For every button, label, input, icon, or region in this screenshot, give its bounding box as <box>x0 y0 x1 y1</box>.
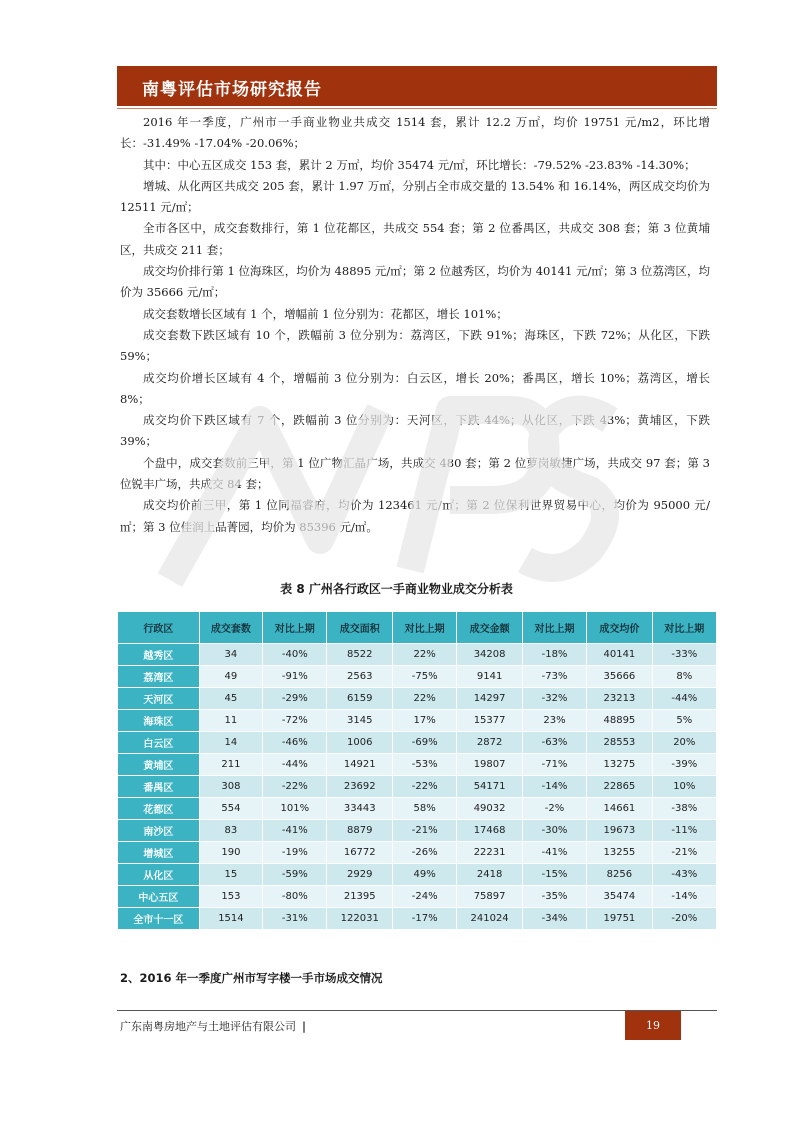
table-cell: -41% <box>522 842 586 864</box>
table-cell: 13255 <box>587 842 652 864</box>
table-cell: 35474 <box>587 886 652 908</box>
table-cell: 34 <box>199 644 262 666</box>
table-cell: 22% <box>393 644 457 666</box>
table-cell: 19673 <box>587 820 652 842</box>
table-cell: 8522 <box>327 644 393 666</box>
district-name-cell: 花都区 <box>118 798 200 820</box>
table-cell: -2% <box>522 798 586 820</box>
table-row <box>118 666 717 688</box>
table-cell: -21% <box>393 820 457 842</box>
table-cell: -15% <box>522 864 586 886</box>
table-cell: 20% <box>652 732 716 754</box>
district-name-cell: 从化区 <box>118 864 200 886</box>
table-cell: -43% <box>652 864 716 886</box>
paragraph: 成交套数增长区域有 1 个，增幅前 1 位分别为：花都区，增长 101%； <box>143 306 508 321</box>
district-name-cell: 番禺区 <box>118 776 200 798</box>
table-row <box>118 644 717 666</box>
table-cell: -14% <box>522 776 586 798</box>
paragraph: 成交均价排行第 1 位海珠区，均价为 48895 元/㎡；第 2 位越秀区，均价为 40141 元/㎡；第 3 位荔湾区，均价为 35666 元/㎡； <box>120 264 710 300</box>
table-cell: -11% <box>652 820 716 842</box>
table-cell: -21% <box>652 842 716 864</box>
paragraph: 成交套数下跌区域有 10 个，跌幅前 3 位分别为：荔湾区，下跌 91%；海珠区，下跌 72%；从化区，下跌 59%； <box>120 327 710 364</box>
table-cell: -53% <box>393 754 457 776</box>
table-row <box>118 842 717 864</box>
table-cell: 49032 <box>457 798 523 820</box>
table-cell: 49% <box>393 864 457 886</box>
table-cell: -24% <box>393 886 457 908</box>
table-cell: 8256 <box>587 864 652 886</box>
column-header: 对比上期 <box>522 612 586 644</box>
table-cell: 554 <box>199 798 262 820</box>
table-cell: 75897 <box>457 886 523 908</box>
table-cell: 1006 <box>327 732 393 754</box>
table-cell: -14% <box>652 886 716 908</box>
table-cell: -69% <box>393 732 457 754</box>
table-cell: 23692 <box>327 776 393 798</box>
table-cell: -46% <box>263 732 327 754</box>
table-cell: 22% <box>393 688 457 710</box>
table-cell: -34% <box>522 908 586 930</box>
table-cell: 16772 <box>327 842 393 864</box>
table-cell: 22231 <box>457 842 523 864</box>
table-cell: 33443 <box>327 798 393 820</box>
table-cell: 35666 <box>587 666 652 688</box>
table-cell: -59% <box>263 864 327 886</box>
table-cell: 17% <box>393 710 457 732</box>
table-cell: 14921 <box>327 754 393 776</box>
table-cell: 101% <box>263 798 327 820</box>
table-cell: 9141 <box>457 666 523 688</box>
paragraph: 个盘中，成交套数前三甲，第 1 位广物汇晶广场，共成交 480 套；第 2 位萝岗敏捷广场，共成交 97 套；第 3 位锐丰广场，共成交 84 套； <box>120 455 710 492</box>
paragraph: 成交均价前三甲，第 1 位同福睿府，均价为 123461 元/㎡；第 2 位保利世界贸易中心，均价为 95000 元/㎡；第 3 位佳润上品菁园，均价为 85396 元/㎡。 <box>120 498 710 534</box>
table-cell: 28553 <box>587 732 652 754</box>
table-cell: -38% <box>652 798 716 820</box>
table-cell: 6159 <box>327 688 393 710</box>
table-cell: -29% <box>263 688 327 710</box>
table-cell: 14297 <box>457 688 523 710</box>
table-row <box>118 820 717 842</box>
paragraph: 增城、从化两区共成交 205 套，累计 1.97 万㎡，分别占全市成交量的 13.54% 和 16.14%，两区成交均价为 12511 元/㎡； <box>120 178 710 215</box>
table-row <box>118 798 717 820</box>
table-row <box>118 886 717 908</box>
table-cell: 34208 <box>457 644 523 666</box>
table-cell: -22% <box>263 776 327 798</box>
table-row <box>118 732 717 754</box>
table-cell: -75% <box>393 666 457 688</box>
table-row <box>118 688 717 710</box>
table-cell: 2872 <box>457 732 523 754</box>
table-cell: 23213 <box>587 688 652 710</box>
table-cell: 308 <box>199 776 262 798</box>
table-cell: 49 <box>199 666 262 688</box>
table-header-row <box>118 612 717 644</box>
table-row <box>118 710 717 732</box>
paragraph: 成交均价下跌区域有 7 个，跌幅前 3 位分别为：天河区，下跌 44%；从化区，下跌 43%；黄埔区，下跌 39%； <box>120 413 710 449</box>
column-header: 成交套数 <box>199 612 262 644</box>
district-sales-table <box>117 611 717 930</box>
column-header: 成交均价 <box>587 612 652 644</box>
column-header: 行政区 <box>118 612 200 644</box>
table-cell: 83 <box>199 820 262 842</box>
table-cell: -33% <box>652 644 716 666</box>
table-cell: -39% <box>652 754 716 776</box>
footer-company <box>120 1018 306 1034</box>
report-title: 南粤评估市场研究报告 <box>142 80 322 100</box>
table-cell: -30% <box>522 820 586 842</box>
district-name-cell: 海珠区 <box>118 710 200 732</box>
table-cell: -19% <box>263 842 327 864</box>
table-cell: -44% <box>652 688 716 710</box>
table-cell: 11 <box>199 710 262 732</box>
company-name: 广东南粤房地产与土地评估有限公司 <box>120 1020 296 1033</box>
table-cell: -31% <box>263 908 327 930</box>
table-cell: -91% <box>263 666 327 688</box>
table-cell: -71% <box>522 754 586 776</box>
table-cell: 211 <box>199 754 262 776</box>
table-cell: -73% <box>522 666 586 688</box>
table-cell: -63% <box>522 732 586 754</box>
table-cell: 10% <box>652 776 716 798</box>
table-cell: 45 <box>199 688 262 710</box>
table-cell: -40% <box>263 644 327 666</box>
footer-separator: | <box>302 1020 307 1033</box>
district-name-cell: 白云区 <box>118 732 200 754</box>
table-cell: 17468 <box>457 820 523 842</box>
table-cell: 19751 <box>587 908 652 930</box>
paragraph: 成交均价增长区域有 4 个，增幅前 3 位分别为：白云区，增长 20%；番禺区，增长 10%；荔湾区，增长 8%； <box>120 370 710 406</box>
column-header: 成交面积 <box>327 612 393 644</box>
header-divider <box>117 108 717 109</box>
table-cell: 2929 <box>327 864 393 886</box>
table-cell: 2418 <box>457 864 523 886</box>
column-header: 对比上期 <box>393 612 457 644</box>
table-cell: 1514 <box>199 908 262 930</box>
paragraph: 其中：中心五区成交 153 套，累计 2 万㎡，均价 35474 元/㎡，环比增长：-79.52% -23.83% -14.30%； <box>143 157 696 172</box>
table-cell: 15 <box>199 864 262 886</box>
table-row <box>118 908 717 930</box>
table-cell: 8% <box>652 666 716 688</box>
table-cell: -17% <box>393 908 457 930</box>
table-cell: 48895 <box>587 710 652 732</box>
table-cell: 122031 <box>327 908 393 930</box>
paragraph: 2016 年一季度，广州市一手商业物业共成交 1514 套，累计 12.2 万㎡，均价 19751 元/m2，环比增长：-31.49% -17.04% -20.06%； <box>120 115 710 151</box>
table-cell: -26% <box>393 842 457 864</box>
paragraph: 全市各区中，成交套数排行，第 1 位花都区，共成交 554 套；第 2 位番禺区，共成交 308 套；第 3 位黄埔区，共成交 211 套； <box>120 221 710 257</box>
table-caption: 表 8 广州各行政区一手商业物业成交分析表 <box>280 582 513 596</box>
table-cell: -18% <box>522 644 586 666</box>
section-heading: 2、2016 年一季度广州市写字楼一手市场成交情况 <box>120 971 383 985</box>
table-row <box>118 754 717 776</box>
table-cell: -22% <box>393 776 457 798</box>
table-cell: -80% <box>263 886 327 908</box>
table-cell: 14 <box>199 732 262 754</box>
table-cell: 241024 <box>457 908 523 930</box>
table-cell: -41% <box>263 820 327 842</box>
table-row <box>118 776 717 798</box>
column-header: 成交金额 <box>457 612 523 644</box>
table-cell: 54171 <box>457 776 523 798</box>
table-cell: -35% <box>522 886 586 908</box>
table-cell: 2563 <box>327 666 393 688</box>
table-cell: 22865 <box>587 776 652 798</box>
table-cell: -20% <box>652 908 716 930</box>
table-cell: 58% <box>393 798 457 820</box>
table-cell: 40141 <box>587 644 652 666</box>
district-name-cell: 全市十一区 <box>118 908 200 930</box>
district-name-cell: 南沙区 <box>118 820 200 842</box>
table-cell: 21395 <box>327 886 393 908</box>
district-name-cell: 增城区 <box>118 842 200 864</box>
table-cell: -72% <box>263 710 327 732</box>
table-cell: 15377 <box>457 710 523 732</box>
table-cell: 3145 <box>327 710 393 732</box>
table-cell: 153 <box>199 886 262 908</box>
district-name-cell: 黄埔区 <box>118 754 200 776</box>
district-name-cell: 中心五区 <box>118 886 200 908</box>
table-cell: 5% <box>652 710 716 732</box>
page-number: 19 <box>625 1011 681 1040</box>
column-header: 对比上期 <box>263 612 327 644</box>
table-cell: 8879 <box>327 820 393 842</box>
table-cell: 190 <box>199 842 262 864</box>
table-cell: 19807 <box>457 754 523 776</box>
district-name-cell: 荔湾区 <box>118 666 200 688</box>
district-name-cell: 天河区 <box>118 688 200 710</box>
table-row <box>118 864 717 886</box>
district-name-cell: 越秀区 <box>118 644 200 666</box>
column-header: 对比上期 <box>652 612 716 644</box>
table-cell: 13275 <box>587 754 652 776</box>
table-cell: -32% <box>522 688 586 710</box>
table-cell: -44% <box>263 754 327 776</box>
table-cell: 14661 <box>587 798 652 820</box>
table-cell: 23% <box>522 710 586 732</box>
body-text <box>120 112 710 538</box>
